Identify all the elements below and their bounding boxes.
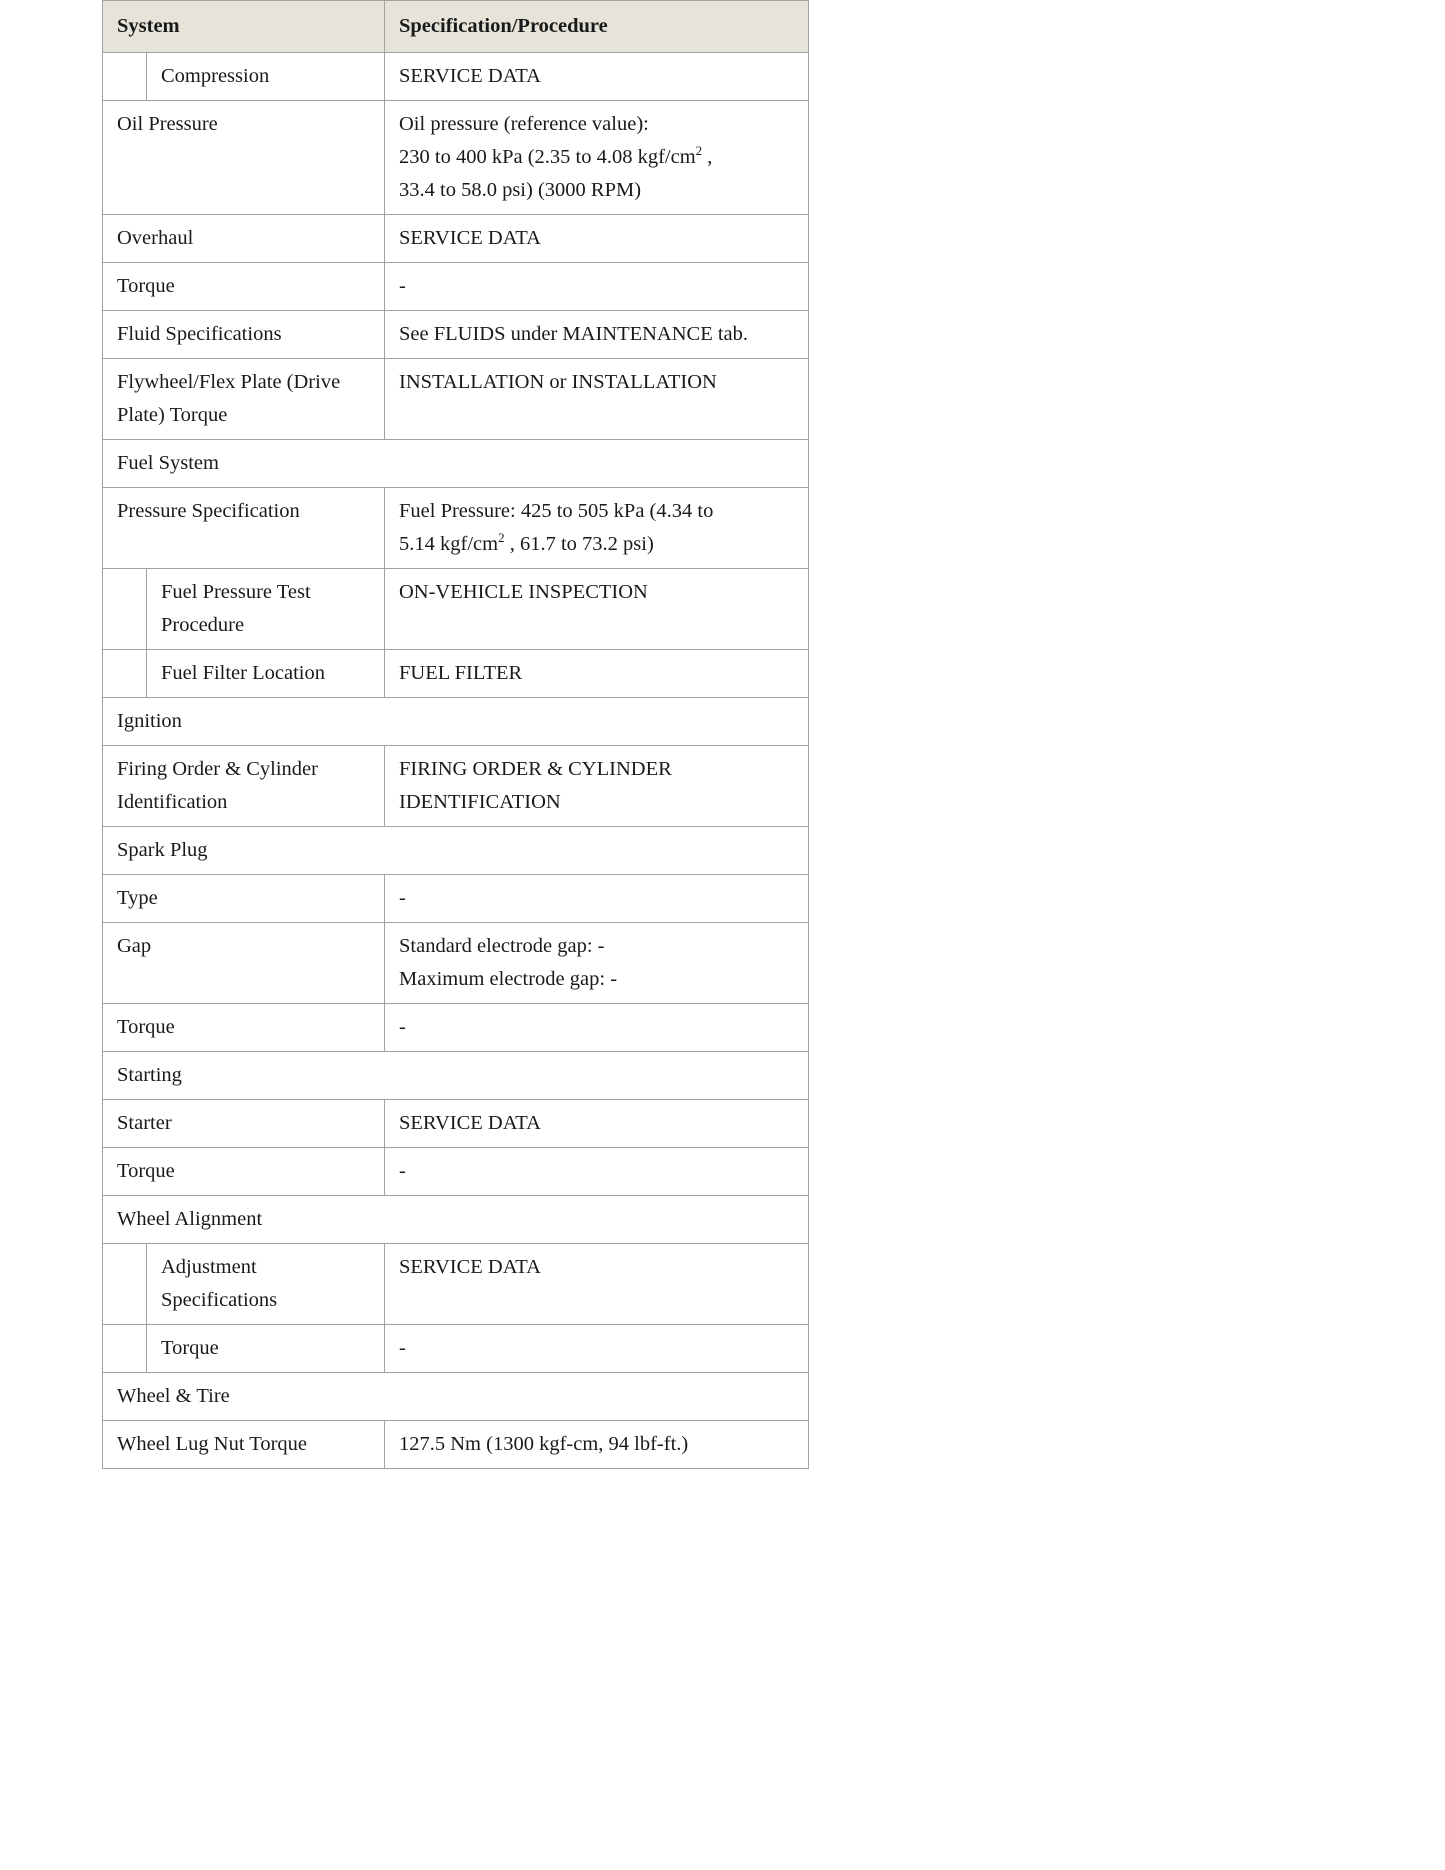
table-row [103,1244,809,1325]
row-label: Oil Pressure [103,101,385,215]
section-heading: Wheel & Tire [103,1373,809,1421]
section-row [103,698,809,746]
row-spec: See FLUIDS under MAINTENANCE tab. [385,311,809,359]
row-label-cell [103,53,385,101]
table-row [103,1100,809,1148]
row-spec [385,101,809,215]
row-spec: FIRING ORDER & CYLINDER IDENTIFICATION [385,746,809,827]
row-label: Fuel Filter Location [161,662,325,684]
header-specification: Specification/Procedure [385,1,809,53]
table-row [103,746,809,827]
row-label: Wheel Lug Nut Torque [103,1421,385,1469]
section-heading: Fuel System [103,440,809,488]
table-row [103,263,809,311]
row-label: Firing Order & Cylinder Identification [103,746,385,827]
row-spec: SERVICE DATA [385,1100,809,1148]
row-spec [385,923,809,1004]
table-row [103,923,809,1004]
specifications-table [102,0,809,1469]
row-spec: INSTALLATION or INSTALLATION [385,359,809,440]
table-row [103,1421,809,1469]
row-label: Torque [103,263,385,311]
row-label: Starter [103,1100,385,1148]
row-label: Pressure Specification [103,488,385,569]
row-label: Type [103,875,385,923]
row-label-cell [103,1244,385,1325]
row-label: Torque [103,1004,385,1052]
row-spec: - [385,1004,809,1052]
row-spec: ON-VEHICLE INSPECTION [385,569,809,650]
header-system: System [103,1,385,53]
table-row [103,875,809,923]
section-row [103,1196,809,1244]
section-heading: Starting [103,1052,809,1100]
section-row [103,440,809,488]
section-heading: Ignition [103,698,809,746]
row-label: Fluid Specifications [103,311,385,359]
spec-line: 33.4 to 58.0 psi) (3000 RPM) [399,179,642,201]
row-spec: - [385,1148,809,1196]
row-label: Gap [103,923,385,1004]
superscript: 2 [498,530,505,546]
row-label: Fuel Pressure Test Procedure [161,581,311,636]
table-row [103,53,809,101]
row-label: Overhaul [103,215,385,263]
spec-line: Fuel Pressure: 425 to 505 kPa (4.34 to [399,500,714,522]
table-row [103,101,809,215]
table-header-row [103,1,809,53]
row-label: Adjustment Specifications [161,1256,278,1311]
superscript: 2 [695,143,703,159]
table-row [103,1004,809,1052]
spec-line: , [702,146,713,168]
table-row [103,1148,809,1196]
row-label-cell [103,569,385,650]
spec-line: Maximum electrode gap: - [399,968,618,990]
row-label: Torque [103,1148,385,1196]
row-label: Compression [161,65,270,87]
section-row [103,827,809,875]
row-spec: SERVICE DATA [385,1244,809,1325]
spec-line: Oil pressure (reference value): [399,113,649,135]
table-row [103,569,809,650]
section-heading: Wheel Alignment [103,1196,809,1244]
row-spec: FUEL FILTER [385,650,809,698]
spec-line: 230 to 400 kPa (2.35 to 4.08 kgf/cm [399,146,696,168]
section-row [103,1373,809,1421]
row-spec: 127.5 Nm (1300 kgf-cm, 94 lbf-ft.) [385,1421,809,1469]
row-label: Torque [161,1337,219,1359]
table-row [103,311,809,359]
spec-line: , 61.7 to 73.2 psi) [504,533,654,555]
spec-line: Standard electrode gap: - [399,935,605,957]
row-spec: SERVICE DATA [385,215,809,263]
row-spec [385,488,809,569]
row-label-cell [103,650,385,698]
row-label: Flywheel/Flex Plate (Drive Plate) Torque [103,359,385,440]
row-label-cell [103,1325,385,1373]
row-spec: - [385,1325,809,1373]
table-row [103,650,809,698]
section-row [103,1052,809,1100]
row-spec: - [385,875,809,923]
table-row [103,215,809,263]
section-heading: Spark Plug [103,827,809,875]
row-spec: - [385,263,809,311]
row-spec: SERVICE DATA [385,53,809,101]
table-row [103,359,809,440]
spec-line: 5.14 kgf/cm [399,533,499,555]
table-row [103,1325,809,1373]
table-row [103,488,809,569]
